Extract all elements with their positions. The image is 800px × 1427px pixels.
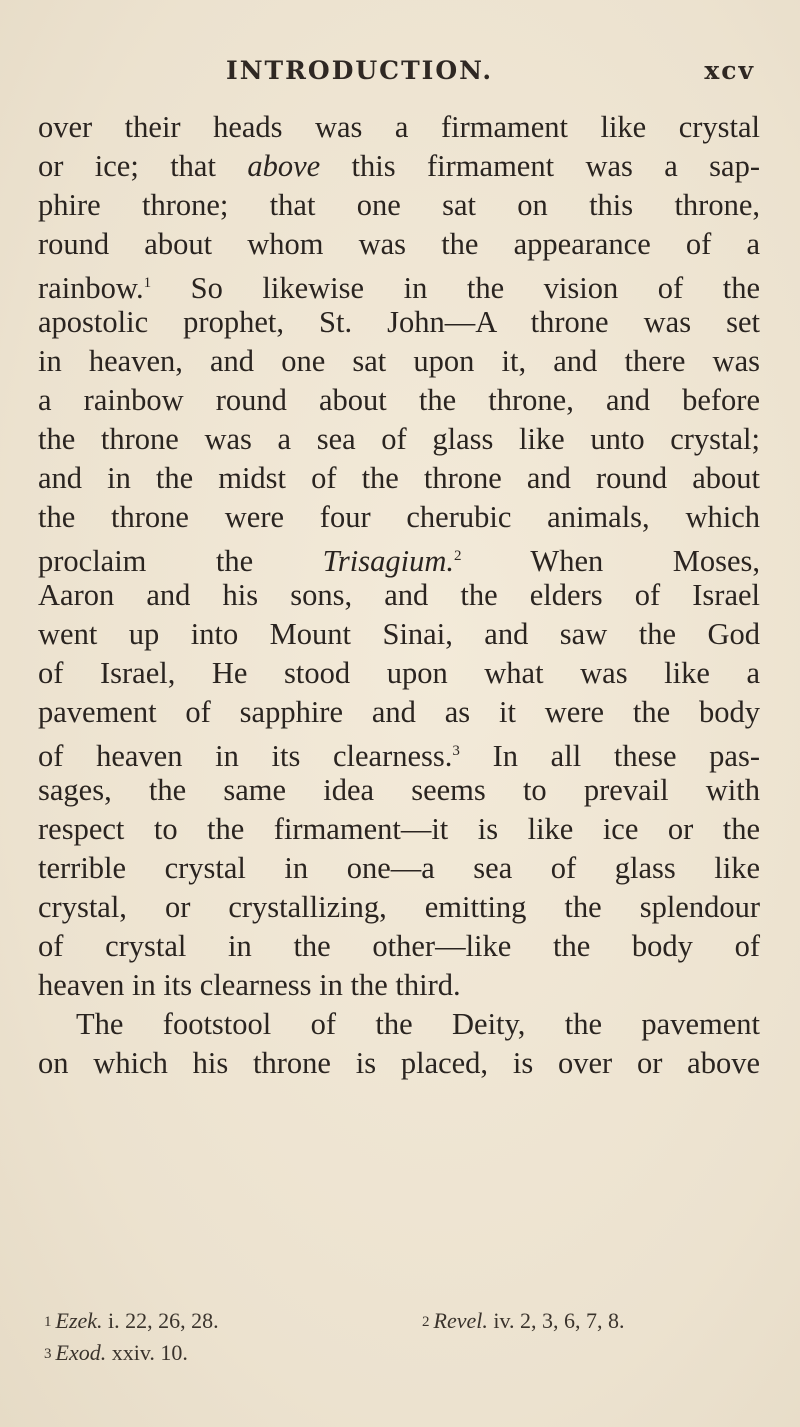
footnote-citation: iv. 2, 3, 6, 7, 8.	[487, 1308, 625, 1333]
text-line: on which his throne is placed, is over or above	[38, 1046, 760, 1080]
text-line: crystal, or crystallizing, emitting the splendour	[38, 890, 760, 924]
text-line	[38, 147, 760, 186]
text-line: pavement of sapphire and as it were the body	[38, 695, 760, 729]
text-line: Aaron and his sons, and the elders of Israel	[38, 578, 760, 612]
text-line: and in the midst of the throne and round about	[38, 461, 760, 495]
text-line: The footstool of the Deity, the pavement	[76, 1007, 760, 1041]
italic-text: above	[247, 149, 321, 183]
footnote-citation: i. 22, 26, 28.	[102, 1308, 219, 1333]
text-line: phire throne; that one sat on this throne,	[38, 188, 760, 222]
text-line: respect to the firmament—it is like ice or the	[38, 812, 760, 846]
text-run: proclaim the	[38, 544, 323, 579]
text-line: of Israel, He stood upon what was like a	[38, 656, 760, 690]
text-line	[38, 732, 760, 774]
text-line: of crystal in the other—like the body of	[38, 929, 760, 963]
text-run: So likewise in the vision of the	[151, 271, 760, 306]
text-line: the throne was a sea of glass like unto crystal;	[38, 422, 760, 456]
text-run: or ice; that	[38, 149, 248, 183]
text-line: over their heads was a firmament like crystal	[38, 110, 760, 144]
text-line: in heaven, and one sat upon it, and there was	[38, 344, 760, 378]
text-line: went up into Mount Sinai, and saw the God	[38, 617, 760, 651]
footnote-number: 1	[44, 1314, 52, 1330]
footnote-number: 2	[422, 1314, 430, 1330]
text-line	[38, 264, 760, 306]
text-line: a rainbow round about the throne, and before	[38, 383, 760, 417]
text-line	[38, 537, 760, 579]
text-line: the throne were four cherubic animals, which	[38, 500, 760, 534]
footnote-1	[44, 1305, 219, 1338]
footnote-citation: xxiv. 10.	[106, 1340, 188, 1365]
page-number: xcv	[704, 56, 755, 85]
text-run: When Moses,	[461, 544, 760, 579]
text-line: terrible crystal in one—a sea of glass like	[38, 851, 760, 885]
footnote-number: 3	[44, 1346, 52, 1362]
italic-text: Trisagium.	[322, 544, 454, 579]
text-run: of heaven in its clearness.	[38, 739, 453, 774]
text-run: rainbow.	[38, 271, 144, 306]
text-line: round about whom was the appearance of a	[38, 227, 760, 261]
text-run: this firmament was a sap-	[320, 149, 760, 183]
footnote-book: Exod.	[55, 1340, 107, 1365]
footnote-ref-2[interactable]: 2	[454, 548, 462, 564]
footnotes	[44, 1305, 764, 1369]
footnote-2	[422, 1305, 625, 1338]
footnote-book: Ezek.	[55, 1308, 103, 1333]
footnote-row	[44, 1305, 764, 1337]
running-head	[0, 56, 800, 96]
text-line: heaven in its clearness in the third.	[38, 968, 461, 1002]
footnote-book: Revel.	[433, 1308, 488, 1333]
text-run: In all these pas-	[459, 739, 760, 774]
text-line: apostolic prophet, St. John—A throne was set	[38, 305, 760, 339]
body-text	[38, 108, 760, 1083]
footnote-row	[44, 1337, 764, 1369]
footnote-ref-3[interactable]: 3	[452, 743, 460, 759]
footnote-3	[44, 1337, 188, 1370]
text-line: sages, the same idea seems to prevail with	[38, 773, 760, 807]
running-head-title: INTRODUCTION.	[226, 56, 494, 85]
footnote-ref-1[interactable]: 1	[143, 275, 152, 291]
